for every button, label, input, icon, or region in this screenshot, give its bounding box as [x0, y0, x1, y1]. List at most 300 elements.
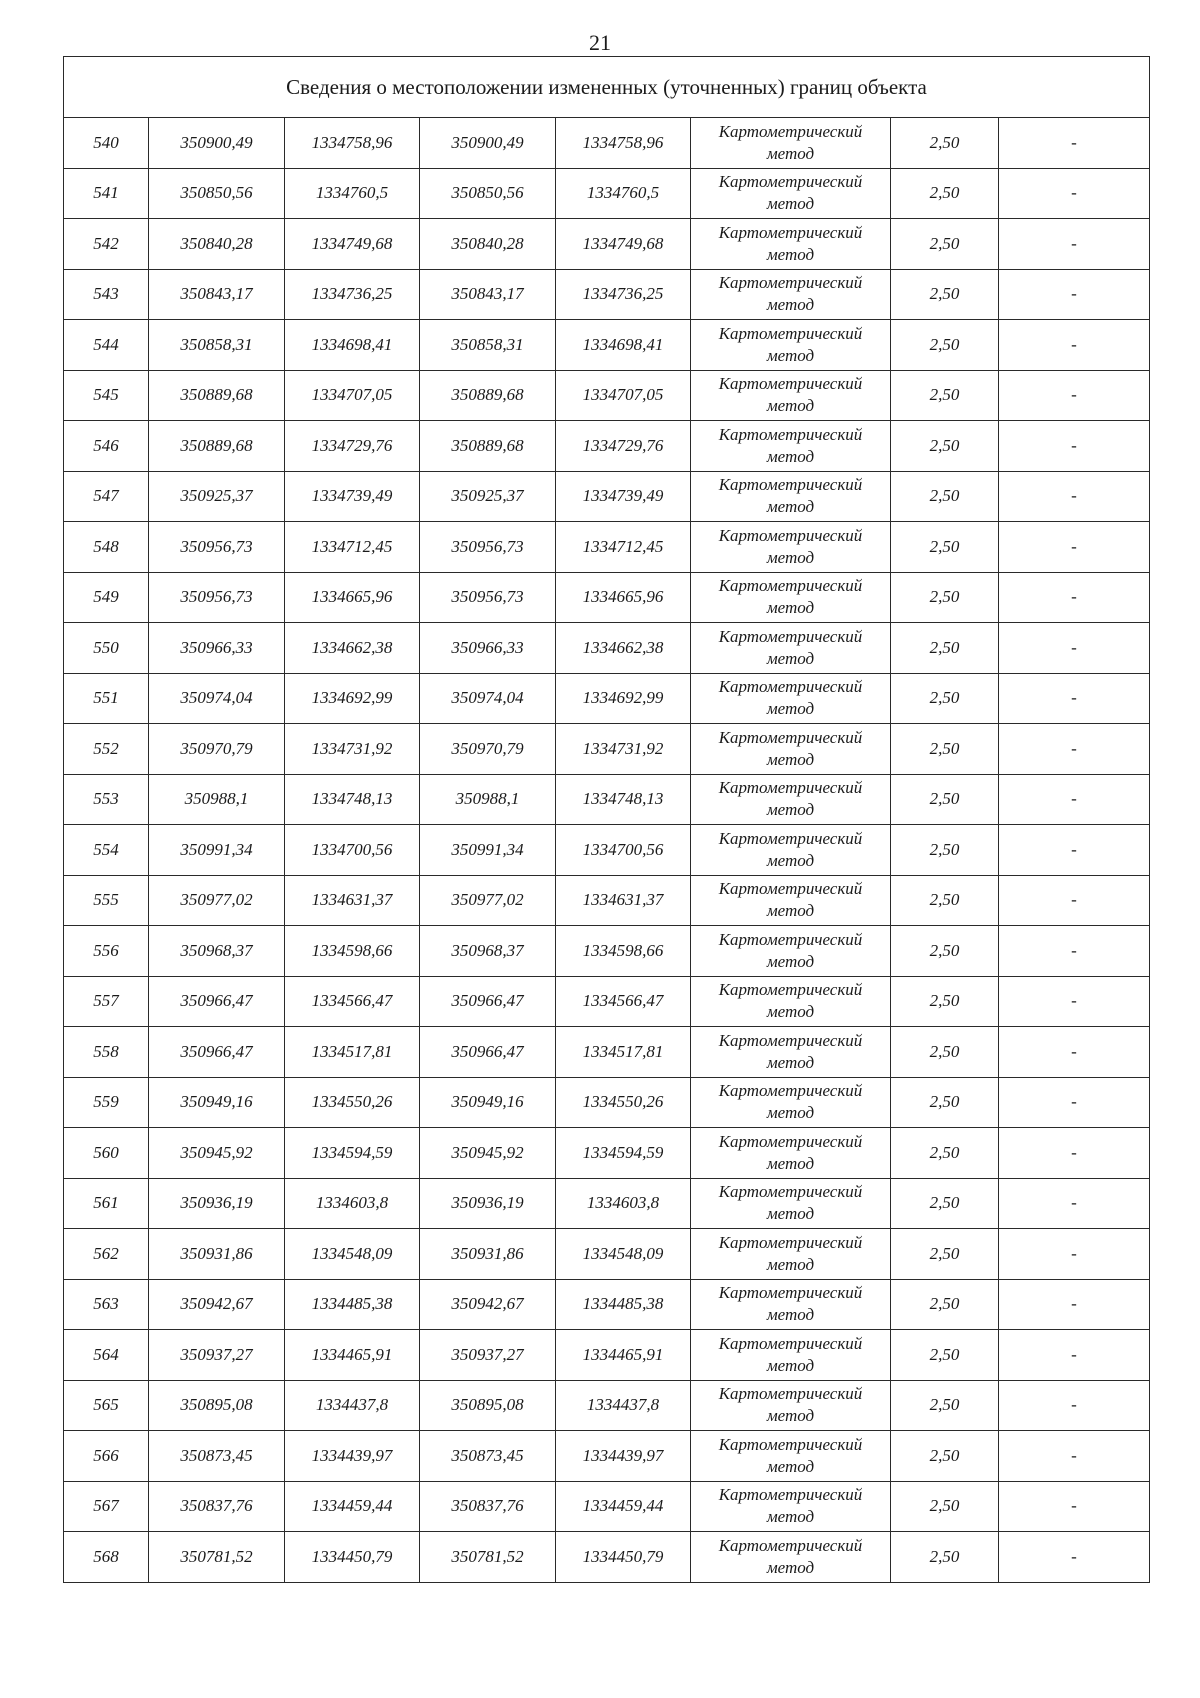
- existing-x-cell: 350937,27: [149, 1330, 285, 1381]
- refined-x-cell: 350850,56: [420, 168, 556, 219]
- refined-y-cell: 1334594,59: [556, 1128, 691, 1179]
- refined-y-cell: 1334550,26: [556, 1077, 691, 1128]
- method-line1: Картометрический: [718, 727, 863, 747]
- accuracy-cell: 2,50: [891, 320, 999, 371]
- table-row: [64, 1229, 1150, 1280]
- table-row: [64, 118, 1150, 169]
- refined-y-cell: 1334760,5: [556, 168, 691, 219]
- method-line1: Картометрический: [718, 1131, 863, 1151]
- method-cell: [691, 673, 891, 724]
- table-row: [64, 774, 1150, 825]
- table-row: [64, 1330, 1150, 1381]
- method-line1: Картометрический: [718, 424, 863, 444]
- accuracy-cell: 2,50: [891, 1178, 999, 1229]
- existing-y-cell: 1334758,96: [285, 118, 420, 169]
- refined-y-cell: 1334698,41: [556, 320, 691, 371]
- existing-x-cell: 350936,19: [149, 1178, 285, 1229]
- existing-x-cell: 350858,31: [149, 320, 285, 371]
- refined-y-cell: 1334748,13: [556, 774, 691, 825]
- table-row: [64, 673, 1150, 724]
- method-line1: Картометрический: [718, 778, 863, 798]
- method-cell: [691, 1178, 891, 1229]
- existing-y-cell: 1334665,96: [285, 572, 420, 623]
- note-cell: -: [999, 1431, 1150, 1482]
- method-line2: метод: [766, 345, 815, 365]
- method-cell: [691, 572, 891, 623]
- method-line1: Картометрический: [718, 1030, 863, 1050]
- method-line2: метод: [766, 1002, 815, 1022]
- note-cell: -: [999, 926, 1150, 977]
- accuracy-cell: 2,50: [891, 1229, 999, 1280]
- method-line1: Картометрический: [718, 1283, 863, 1303]
- method-line1: Картометрический: [718, 576, 863, 596]
- existing-y-cell: 1334517,81: [285, 1027, 420, 1078]
- note-cell: -: [999, 724, 1150, 775]
- note-cell: -: [999, 623, 1150, 674]
- existing-y-cell: 1334459,44: [285, 1481, 420, 1532]
- existing-y-cell: 1334566,47: [285, 976, 420, 1027]
- method-line2: метод: [766, 1153, 815, 1173]
- note-cell: -: [999, 673, 1150, 724]
- method-cell: [691, 118, 891, 169]
- existing-x-cell: 350840,28: [149, 219, 285, 270]
- table-row: [64, 219, 1150, 270]
- method-line2: метод: [766, 1406, 815, 1426]
- method-cell: [691, 269, 891, 320]
- refined-x-cell: 350970,79: [420, 724, 556, 775]
- method-line1: Картометрический: [718, 626, 863, 646]
- existing-x-cell: 350956,73: [149, 572, 285, 623]
- method-cell: [691, 774, 891, 825]
- method-line1: Картометрический: [718, 172, 863, 192]
- point-number-cell: 550: [64, 623, 149, 674]
- accuracy-cell: 2,50: [891, 976, 999, 1027]
- method-line1: Картометрический: [718, 1333, 863, 1353]
- existing-y-cell: 1334439,97: [285, 1431, 420, 1482]
- method-cell: [691, 926, 891, 977]
- table-row: [64, 370, 1150, 421]
- accuracy-cell: 2,50: [891, 118, 999, 169]
- method-cell: [691, 1279, 891, 1330]
- point-number-cell: 566: [64, 1431, 149, 1482]
- note-cell: -: [999, 774, 1150, 825]
- refined-y-cell: 1334603,8: [556, 1178, 691, 1229]
- refined-x-cell: 350889,68: [420, 421, 556, 472]
- refined-y-cell: 1334465,91: [556, 1330, 691, 1381]
- point-number-cell: 565: [64, 1380, 149, 1431]
- refined-y-cell: 1334665,96: [556, 572, 691, 623]
- method-cell: [691, 320, 891, 371]
- point-number-cell: 562: [64, 1229, 149, 1280]
- method-line1: Картометрический: [718, 1232, 863, 1252]
- existing-x-cell: 350966,33: [149, 623, 285, 674]
- method-line2: метод: [766, 951, 815, 971]
- accuracy-cell: 2,50: [891, 421, 999, 472]
- note-cell: -: [999, 875, 1150, 926]
- table-header: Сведения о местоположении измененных (уточненных) границ объекта: [64, 57, 1150, 118]
- existing-x-cell: 350956,73: [149, 522, 285, 573]
- existing-x-cell: 350889,68: [149, 370, 285, 421]
- existing-y-cell: 1334662,38: [285, 623, 420, 674]
- refined-x-cell: 350956,73: [420, 522, 556, 573]
- note-cell: -: [999, 572, 1150, 623]
- point-number-cell: 543: [64, 269, 149, 320]
- table-row: [64, 976, 1150, 1027]
- refined-x-cell: 350991,34: [420, 825, 556, 876]
- table-row: [64, 1532, 1150, 1583]
- refined-x-cell: 350942,67: [420, 1279, 556, 1330]
- method-cell: [691, 1229, 891, 1280]
- existing-y-cell: 1334731,92: [285, 724, 420, 775]
- accuracy-cell: 2,50: [891, 1330, 999, 1381]
- method-cell: [691, 1481, 891, 1532]
- accuracy-cell: 2,50: [891, 1431, 999, 1482]
- refined-x-cell: 350858,31: [420, 320, 556, 371]
- accuracy-cell: 2,50: [891, 825, 999, 876]
- method-cell: [691, 522, 891, 573]
- method-cell: [691, 1027, 891, 1078]
- existing-y-cell: 1334729,76: [285, 421, 420, 472]
- accuracy-cell: 2,50: [891, 623, 999, 674]
- refined-x-cell: 350925,37: [420, 471, 556, 522]
- existing-y-cell: 1334739,49: [285, 471, 420, 522]
- table-row: [64, 168, 1150, 219]
- refined-y-cell: 1334437,8: [556, 1380, 691, 1431]
- method-line1: Картометрический: [718, 525, 863, 545]
- refined-x-cell: 350900,49: [420, 118, 556, 169]
- existing-y-cell: 1334465,91: [285, 1330, 420, 1381]
- existing-x-cell: 350900,49: [149, 118, 285, 169]
- method-line1: Картометрический: [718, 1384, 863, 1404]
- refined-x-cell: 350889,68: [420, 370, 556, 421]
- method-line2: метод: [766, 1103, 815, 1123]
- refined-y-cell: 1334439,97: [556, 1431, 691, 1482]
- method-line1: Картометрический: [718, 374, 863, 394]
- method-line1: Картометрический: [718, 677, 863, 697]
- accuracy-cell: 2,50: [891, 774, 999, 825]
- note-cell: -: [999, 1027, 1150, 1078]
- accuracy-cell: 2,50: [891, 875, 999, 926]
- note-cell: -: [999, 168, 1150, 219]
- existing-y-cell: 1334550,26: [285, 1077, 420, 1128]
- note-cell: -: [999, 118, 1150, 169]
- note-cell: -: [999, 522, 1150, 573]
- refined-y-cell: 1334517,81: [556, 1027, 691, 1078]
- existing-y-cell: 1334749,68: [285, 219, 420, 270]
- table-row: [64, 1128, 1150, 1179]
- refined-x-cell: 350974,04: [420, 673, 556, 724]
- accuracy-cell: 2,50: [891, 269, 999, 320]
- existing-y-cell: 1334698,41: [285, 320, 420, 371]
- method-line2: метод: [766, 1507, 815, 1527]
- table-row: [64, 421, 1150, 472]
- existing-x-cell: 350966,47: [149, 976, 285, 1027]
- method-line2: метод: [766, 598, 815, 618]
- existing-y-cell: 1334594,59: [285, 1128, 420, 1179]
- note-cell: -: [999, 1077, 1150, 1128]
- refined-x-cell: 350840,28: [420, 219, 556, 270]
- accuracy-cell: 2,50: [891, 1380, 999, 1431]
- existing-x-cell: 350949,16: [149, 1077, 285, 1128]
- refined-y-cell: 1334692,99: [556, 673, 691, 724]
- refined-x-cell: 350988,1: [420, 774, 556, 825]
- method-cell: [691, 1128, 891, 1179]
- accuracy-cell: 2,50: [891, 673, 999, 724]
- note-cell: -: [999, 421, 1150, 472]
- existing-y-cell: 1334692,99: [285, 673, 420, 724]
- existing-y-cell: 1334603,8: [285, 1178, 420, 1229]
- table-row: [64, 1431, 1150, 1482]
- existing-x-cell: 350968,37: [149, 926, 285, 977]
- point-number-cell: 551: [64, 673, 149, 724]
- method-line2: метод: [766, 1305, 815, 1325]
- refined-x-cell: 350956,73: [420, 572, 556, 623]
- table-row: [64, 1027, 1150, 1078]
- table-row: [64, 320, 1150, 371]
- table-row: [64, 1481, 1150, 1532]
- refined-x-cell: 350945,92: [420, 1128, 556, 1179]
- method-line1: Картометрический: [718, 1081, 863, 1101]
- method-cell: [691, 724, 891, 775]
- accuracy-cell: 2,50: [891, 724, 999, 775]
- method-cell: [691, 421, 891, 472]
- refined-x-cell: 350843,17: [420, 269, 556, 320]
- method-line2: метод: [766, 1355, 815, 1375]
- refined-y-cell: 1334700,56: [556, 825, 691, 876]
- refined-x-cell: 350937,27: [420, 1330, 556, 1381]
- note-cell: -: [999, 1279, 1150, 1330]
- method-cell: [691, 1077, 891, 1128]
- method-line1: Картометрический: [718, 980, 863, 1000]
- note-cell: -: [999, 1229, 1150, 1280]
- method-cell: [691, 219, 891, 270]
- coordinates-table: [63, 56, 1150, 1583]
- point-number-cell: 568: [64, 1532, 149, 1583]
- table-row: [64, 825, 1150, 876]
- method-line2: метод: [766, 749, 815, 769]
- table-row: [64, 1279, 1150, 1330]
- point-number-cell: 555: [64, 875, 149, 926]
- refined-y-cell: 1334459,44: [556, 1481, 691, 1532]
- existing-x-cell: 350970,79: [149, 724, 285, 775]
- existing-x-cell: 350837,76: [149, 1481, 285, 1532]
- table-row: [64, 572, 1150, 623]
- point-number-cell: 567: [64, 1481, 149, 1532]
- table-row: [64, 1380, 1150, 1431]
- method-cell: [691, 825, 891, 876]
- note-cell: -: [999, 825, 1150, 876]
- accuracy-cell: 2,50: [891, 219, 999, 270]
- note-cell: -: [999, 370, 1150, 421]
- point-number-cell: 546: [64, 421, 149, 472]
- refined-y-cell: 1334450,79: [556, 1532, 691, 1583]
- point-number-cell: 557: [64, 976, 149, 1027]
- method-line1: Картометрический: [718, 1485, 863, 1505]
- method-line1: Картометрический: [718, 1182, 863, 1202]
- point-number-cell: 560: [64, 1128, 149, 1179]
- refined-y-cell: 1334598,66: [556, 926, 691, 977]
- method-line1: Картометрический: [718, 222, 863, 242]
- existing-x-cell: 350988,1: [149, 774, 285, 825]
- accuracy-cell: 2,50: [891, 1279, 999, 1330]
- method-line2: метод: [766, 1052, 815, 1072]
- point-number-cell: 564: [64, 1330, 149, 1381]
- table-row: [64, 623, 1150, 674]
- refined-y-cell: 1334566,47: [556, 976, 691, 1027]
- method-line2: метод: [766, 244, 815, 264]
- note-cell: -: [999, 1481, 1150, 1532]
- refined-y-cell: 1334758,96: [556, 118, 691, 169]
- method-cell: [691, 1532, 891, 1583]
- existing-y-cell: 1334707,05: [285, 370, 420, 421]
- refined-x-cell: 350781,52: [420, 1532, 556, 1583]
- table-row: [64, 269, 1150, 320]
- note-cell: -: [999, 1330, 1150, 1381]
- method-cell: [691, 976, 891, 1027]
- point-number-cell: 563: [64, 1279, 149, 1330]
- method-cell: [691, 1431, 891, 1482]
- existing-y-cell: 1334760,5: [285, 168, 420, 219]
- note-cell: -: [999, 1380, 1150, 1431]
- method-line2: метод: [766, 143, 815, 163]
- refined-x-cell: 350966,47: [420, 976, 556, 1027]
- table-row: [64, 471, 1150, 522]
- point-number-cell: 561: [64, 1178, 149, 1229]
- note-cell: -: [999, 219, 1150, 270]
- method-line1: Картометрический: [718, 879, 863, 899]
- note-cell: -: [999, 471, 1150, 522]
- refined-y-cell: 1334631,37: [556, 875, 691, 926]
- method-cell: [691, 875, 891, 926]
- point-number-cell: 549: [64, 572, 149, 623]
- method-line2: метод: [766, 850, 815, 870]
- method-line1: Картометрический: [718, 1535, 863, 1555]
- method-line2: метод: [766, 1456, 815, 1476]
- existing-x-cell: 350895,08: [149, 1380, 285, 1431]
- method-line1: Картометрический: [718, 1434, 863, 1454]
- point-number-cell: 548: [64, 522, 149, 573]
- refined-y-cell: 1334731,92: [556, 724, 691, 775]
- note-cell: -: [999, 269, 1150, 320]
- existing-x-cell: 350991,34: [149, 825, 285, 876]
- method-cell: [691, 168, 891, 219]
- method-cell: [691, 471, 891, 522]
- point-number-cell: 544: [64, 320, 149, 371]
- accuracy-cell: 2,50: [891, 471, 999, 522]
- note-cell: -: [999, 1128, 1150, 1179]
- existing-x-cell: 350781,52: [149, 1532, 285, 1583]
- accuracy-cell: 2,50: [891, 1481, 999, 1532]
- accuracy-cell: 2,50: [891, 370, 999, 421]
- existing-x-cell: 350945,92: [149, 1128, 285, 1179]
- accuracy-cell: 2,50: [891, 522, 999, 573]
- table-row: [64, 724, 1150, 775]
- existing-x-cell: 350925,37: [149, 471, 285, 522]
- point-number-cell: 558: [64, 1027, 149, 1078]
- method-line2: метод: [766, 547, 815, 567]
- note-cell: -: [999, 976, 1150, 1027]
- existing-x-cell: 350850,56: [149, 168, 285, 219]
- existing-y-cell: 1334437,8: [285, 1380, 420, 1431]
- point-number-cell: 545: [64, 370, 149, 421]
- table-row: [64, 522, 1150, 573]
- method-line2: метод: [766, 497, 815, 517]
- method-line2: метод: [766, 295, 815, 315]
- refined-x-cell: 350837,76: [420, 1481, 556, 1532]
- method-line2: метод: [766, 396, 815, 416]
- existing-y-cell: 1334700,56: [285, 825, 420, 876]
- existing-y-cell: 1334485,38: [285, 1279, 420, 1330]
- accuracy-cell: 2,50: [891, 1532, 999, 1583]
- point-number-cell: 542: [64, 219, 149, 270]
- point-number-cell: 540: [64, 118, 149, 169]
- accuracy-cell: 2,50: [891, 1027, 999, 1078]
- method-line1: Картометрический: [718, 828, 863, 848]
- method-cell: [691, 623, 891, 674]
- accuracy-cell: 2,50: [891, 572, 999, 623]
- existing-x-cell: 350974,04: [149, 673, 285, 724]
- table-row: [64, 875, 1150, 926]
- point-number-cell: 552: [64, 724, 149, 775]
- existing-x-cell: 350873,45: [149, 1431, 285, 1482]
- refined-x-cell: 350949,16: [420, 1077, 556, 1128]
- existing-y-cell: 1334748,13: [285, 774, 420, 825]
- existing-x-cell: 350942,67: [149, 1279, 285, 1330]
- existing-y-cell: 1334736,25: [285, 269, 420, 320]
- method-line2: метод: [766, 194, 815, 214]
- note-cell: -: [999, 1178, 1150, 1229]
- refined-x-cell: 350931,86: [420, 1229, 556, 1280]
- point-number-cell: 556: [64, 926, 149, 977]
- page-number: 21: [589, 30, 611, 55]
- refined-x-cell: 350895,08: [420, 1380, 556, 1431]
- method-line2: метод: [766, 1254, 815, 1274]
- refined-y-cell: 1334739,49: [556, 471, 691, 522]
- method-line1: Картометрический: [718, 273, 863, 293]
- method-line2: метод: [766, 901, 815, 921]
- accuracy-cell: 2,50: [891, 926, 999, 977]
- refined-x-cell: 350977,02: [420, 875, 556, 926]
- refined-y-cell: 1334749,68: [556, 219, 691, 270]
- existing-y-cell: 1334712,45: [285, 522, 420, 573]
- table-header-row: [64, 57, 1150, 118]
- method-cell: [691, 1330, 891, 1381]
- method-line2: метод: [766, 699, 815, 719]
- refined-y-cell: 1334736,25: [556, 269, 691, 320]
- accuracy-cell: 2,50: [891, 168, 999, 219]
- method-line1: Картометрический: [718, 475, 863, 495]
- method-line1: Картометрический: [718, 121, 863, 141]
- existing-x-cell: 350843,17: [149, 269, 285, 320]
- refined-y-cell: 1334729,76: [556, 421, 691, 472]
- existing-y-cell: 1334450,79: [285, 1532, 420, 1583]
- existing-x-cell: 350889,68: [149, 421, 285, 472]
- existing-y-cell: 1334631,37: [285, 875, 420, 926]
- method-cell: [691, 370, 891, 421]
- refined-x-cell: 350966,47: [420, 1027, 556, 1078]
- refined-y-cell: 1334548,09: [556, 1229, 691, 1280]
- refined-y-cell: 1334707,05: [556, 370, 691, 421]
- refined-x-cell: 350968,37: [420, 926, 556, 977]
- method-cell: [691, 1380, 891, 1431]
- method-line2: метод: [766, 800, 815, 820]
- method-line1: Картометрический: [718, 323, 863, 343]
- refined-y-cell: 1334712,45: [556, 522, 691, 573]
- table-row: [64, 1077, 1150, 1128]
- refined-y-cell: 1334485,38: [556, 1279, 691, 1330]
- refined-x-cell: 350966,33: [420, 623, 556, 674]
- point-number-cell: 541: [64, 168, 149, 219]
